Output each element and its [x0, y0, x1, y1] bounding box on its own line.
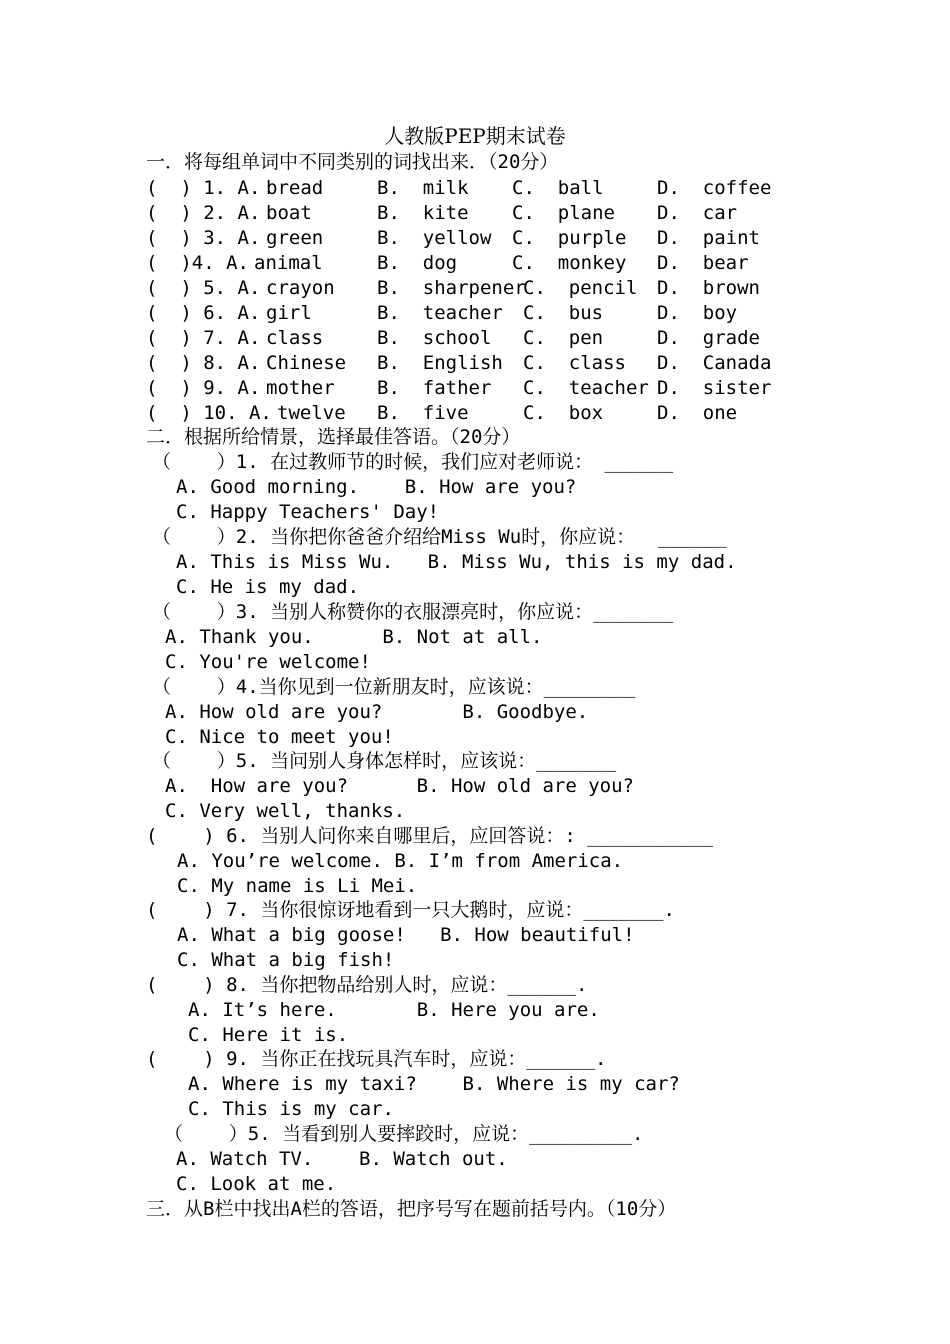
situation-question: （ ）3. 当别人称赞你的衣服漂亮时，你应说：_______ [152, 601, 674, 623]
answer-options: A. How old are you? B. Goodbye. [165, 701, 589, 723]
answer-options: A. It’s here. B. Here you are. [188, 999, 600, 1021]
option-b: B. five [377, 402, 469, 424]
question-number: ( ) 5. A. [146, 277, 261, 299]
option-b: B. dog [377, 252, 458, 274]
option-a: bread [266, 177, 324, 199]
page-title: 人教版PEP期末试卷 [384, 124, 566, 148]
answer-options: A. What a big goose! B. How beautiful! [177, 924, 635, 946]
option-d: D. paint [657, 227, 760, 249]
section-2-heading: 二．根据所给情景，选择最佳答语。（20分） [146, 426, 521, 448]
option-c: C. ball [512, 177, 604, 199]
section-3-heading: 三．从B栏中找出A栏的答语，把序号写在题前括号内。（10分） [146, 1198, 677, 1220]
question-number: ( ) 9. A. [146, 377, 261, 399]
option-a: boat [266, 202, 312, 224]
option-d: D. one [657, 402, 738, 424]
option-d: D. bear [657, 252, 749, 274]
option-a: twelve [277, 402, 346, 424]
question-number: ( ) 7. A. [146, 327, 261, 349]
answer-options: C. He is my dad. [176, 576, 360, 598]
answer-options: A. Good morning. B. How are you? [176, 476, 577, 498]
option-a: mother [266, 377, 335, 399]
answer-options: C. This is my car. [188, 1098, 394, 1120]
situation-question: （ ）5. 当问别人身体怎样时，应该说：_______ [152, 750, 617, 772]
option-a: green [266, 227, 324, 249]
answer-options: A. You’re welcome. B. I’m from America. [177, 850, 624, 872]
situation-question: ( ) 9. 当你正在找玩具汽车时，应说：______. [146, 1048, 607, 1070]
option-a: Chinese [266, 352, 347, 374]
answer-options: C. Look at me. [176, 1173, 337, 1195]
option-a: crayon [266, 277, 335, 299]
answer-options: A. How are you? B. How old are you? [165, 775, 634, 797]
situation-question: （ ）1. 在过教师节的时候，我们应对老师说： ______ [152, 451, 674, 473]
option-c: C. plane [512, 202, 615, 224]
option-b: B. yellow [377, 227, 492, 249]
option-c: C. pen [523, 327, 604, 349]
situation-question: （ ）4.当你见到一位新朋友时，应该说：________ [152, 676, 636, 698]
answer-options: A. Thank you. B. Not at all. [165, 626, 543, 648]
option-b: B. English [377, 352, 503, 374]
answer-options: C. What a big fish! [177, 949, 395, 971]
option-a: girl [266, 302, 312, 324]
option-c: C. monkey [512, 252, 627, 274]
situation-question: ( ) 6. 当别人问你来自哪里后，应回答说：: ___________ [146, 825, 714, 847]
answer-options: C. Here it is. [188, 1024, 349, 1046]
option-b: B. sharpener [377, 277, 526, 299]
answer-options: C. Nice to meet you! [165, 726, 394, 748]
situation-question: ( ) 7. 当你很惊讶地看到一只大鹅时，应说：_______. [146, 899, 675, 921]
option-a: animal [254, 252, 323, 274]
option-c: C. teacher [523, 377, 649, 399]
situation-question: （ ）2. 当你把你爸爸介绍给Miss Wu时，你应说： ______ [152, 526, 727, 548]
option-c: C. box [523, 402, 604, 424]
option-b: B. kite [377, 202, 469, 224]
option-c: C. purple [512, 227, 627, 249]
option-b: B. school [377, 327, 492, 349]
option-d: D. Canada [657, 352, 772, 374]
answer-options: C. You're welcome! [165, 651, 371, 673]
situation-question: ( ) 8. 当你把物品给别人时，应说：______. [146, 974, 588, 996]
question-number: ( )4. A. [146, 252, 249, 274]
option-b: B. father [377, 377, 492, 399]
situation-question: （ ）5. 当看到别人要摔跤时，应说：_________. [164, 1123, 644, 1145]
option-d: D. car [657, 202, 738, 224]
option-d: D. grade [657, 327, 760, 349]
option-b: B. milk [377, 177, 469, 199]
option-d: D. brown [657, 277, 760, 299]
question-number: ( ) 6. A. [146, 302, 261, 324]
option-c: C. class [523, 352, 626, 374]
option-d: D. coffee [657, 177, 772, 199]
answer-options: C. Very well, thanks. [165, 800, 406, 822]
answer-options: A. Where is my taxi? B. Where is my car? [188, 1073, 680, 1095]
option-a: class [266, 327, 324, 349]
answer-options: C. Happy Teachers' Day! [176, 501, 440, 523]
option-c: C. bus [523, 302, 604, 324]
question-number: ( ) 3. A. [146, 227, 261, 249]
option-b: B. teacher [377, 302, 503, 324]
answer-options: A. This is Miss Wu. B. Miss Wu, this is my dad. [176, 551, 737, 573]
option-d: D. sister [657, 377, 772, 399]
question-number: ( ) 1. A. [146, 177, 261, 199]
option-c: C. pencil [523, 277, 638, 299]
answer-options: A. Watch TV. B. Watch out. [176, 1148, 508, 1170]
question-number: ( ) 10. A. [146, 402, 272, 424]
question-number: ( ) 8. A. [146, 352, 261, 374]
option-d: D. boy [657, 302, 738, 324]
question-number: ( ) 2. A. [146, 202, 261, 224]
answer-options: C. My name is Li Mei. [177, 875, 418, 897]
section-1-heading: 一．将每组单词中不同类别的词找出来．（20分） [146, 151, 559, 173]
